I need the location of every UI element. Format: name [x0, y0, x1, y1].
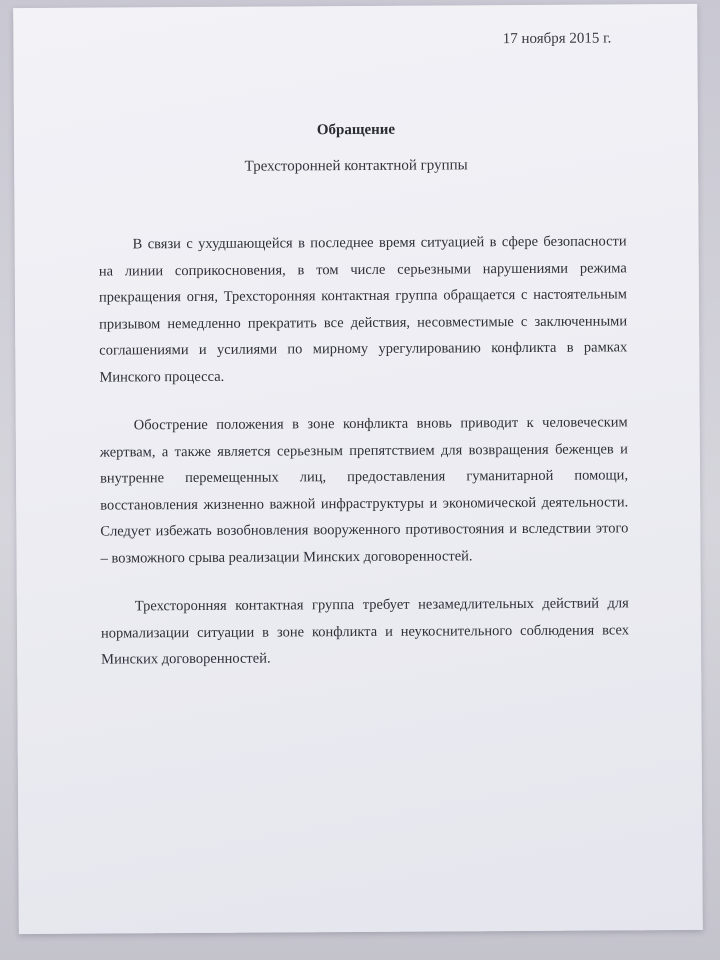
document-subtitle: Трехсторонней контактной группы	[244, 157, 468, 175]
paragraph-1-text: В связи с ухудшающейся в последнее время ситуацией в сфере безопасности на линии соприкосновения, в том числе серьезными нарушениями режима прекращения огня, Трехсторонняя контактная группа обращается с настоятельным призывом немедленно прекратить все действия, несовместимые с заключенными соглашениями и усилиями по мирному урегулированию конфликта в рамках Минского процесса.	[98, 233, 628, 386]
paragraph-2	[100, 409, 629, 571]
paper-sheet	[13, 4, 703, 934]
document-date: 17 ноября 2015 г.	[502, 30, 612, 48]
document-title: Обращение	[316, 121, 396, 139]
paragraph-2-text: Обострение положения в зоне конфликта вновь приводит к человеческим жертвам, а также является серьезным препятствием для возвращения беженцев и внутренне перемещенных лиц, предоставления гуманитарной помощи, восстановления жизненно важной инфраструктуры и экономической деятельности. Следует избежать возобновления вооруженного противостояния и вследствии этого – возможного срыва реализации Минских договоренностей.	[99, 414, 629, 567]
paragraph-3	[101, 590, 629, 673]
paragraph-3-text: Трехсторонняя контактная группа требует незамедлительных действий для нормализации ситуации в зоне конфликта и неукоснительного соблюдения всех Минских договоренностей.	[100, 595, 630, 668]
paragraph-1	[99, 228, 628, 390]
